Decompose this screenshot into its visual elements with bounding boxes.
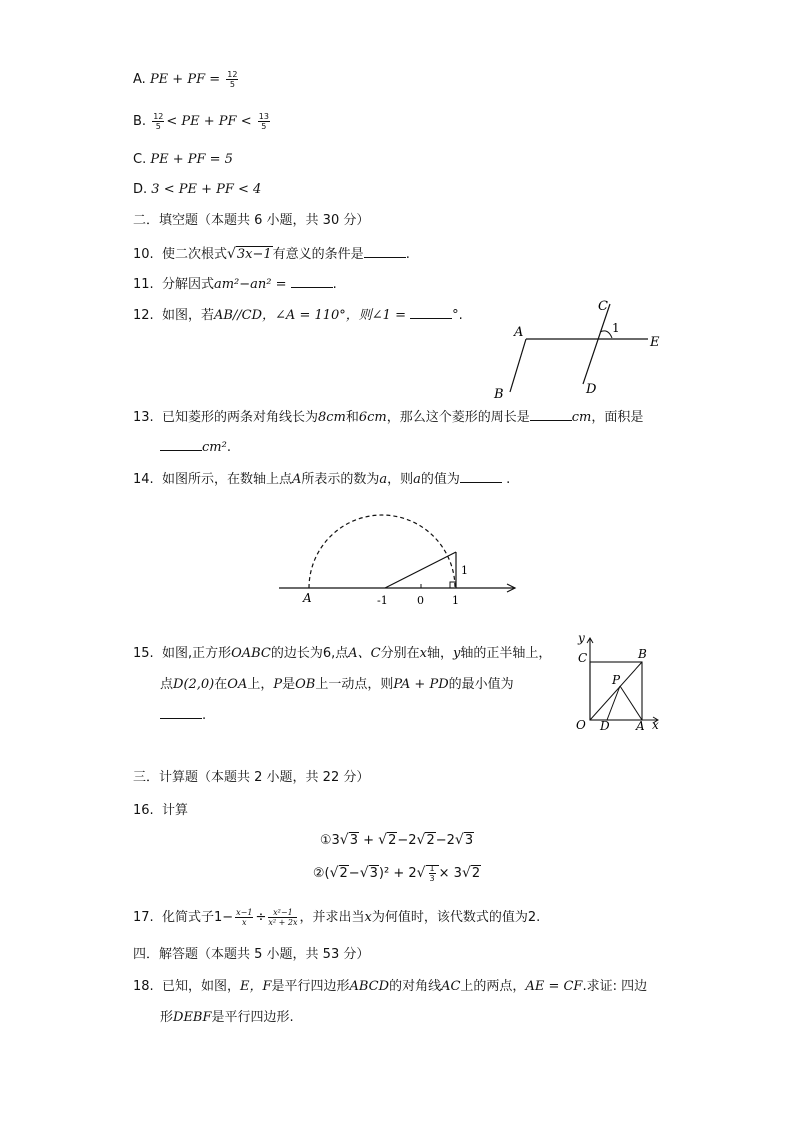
question-16: 16. 计算 bbox=[133, 803, 188, 818]
angle-arc bbox=[600, 331, 612, 338]
label-b: B bbox=[638, 647, 647, 661]
question-18-line-1: 18. 已知，如图，E，F是平行四边形ABCD的对角线AC上的两点，AE = CF.求证: 四边 bbox=[133, 979, 648, 994]
segment-pd bbox=[607, 686, 620, 720]
label-c: C bbox=[578, 651, 588, 665]
question-15-line-3: . bbox=[160, 706, 206, 726]
line-ab bbox=[510, 339, 526, 392]
option-c: C. PE + PF = 5 bbox=[133, 152, 233, 167]
figure-q15-square bbox=[570, 630, 670, 734]
diagonal-ob bbox=[590, 662, 642, 720]
label-1: 1 bbox=[452, 594, 459, 607]
option-b: B. $\frac{12}{5}$ < PE + PF < $\frac{13}{5}$ bbox=[133, 112, 269, 131]
section-heading-fill-in: 二．填空题（本题共 6 小题，共 30 分） bbox=[133, 213, 370, 228]
formula-16-1: ①3√3 + √2−2√2−2√3 bbox=[319, 832, 474, 848]
label-y: y bbox=[578, 631, 585, 645]
fraction: $\frac{\text{x²−1}}{\text{x² + 2x}}$ bbox=[268, 908, 298, 927]
option-d: D. 3 < PE + PF < 4 bbox=[133, 182, 262, 197]
question-17: 17. 化简式子1− $\frac{x-1}{x}$ ÷ $\frac{\text{x²−1}}{\text{x² + 2x}}$ ，并求出当x为何值时，该代数式的值为2. bbox=[133, 908, 541, 927]
label-1: 1 bbox=[612, 321, 620, 335]
figure-q12 bbox=[488, 292, 668, 402]
question-11: 11. 分解因式am²−an² = . bbox=[133, 277, 337, 292]
answer-blank bbox=[410, 306, 452, 319]
answer-blank bbox=[160, 438, 202, 451]
label-minus-1: -1 bbox=[377, 594, 388, 607]
fraction: $\frac{13}{5}$ bbox=[258, 112, 269, 131]
label-e: E bbox=[650, 335, 660, 350]
figure-q14-number-line bbox=[275, 500, 525, 610]
label-x: x bbox=[652, 718, 659, 732]
fraction: $\frac{x-1}{x}$ bbox=[236, 908, 253, 927]
question-12: 12. 如图，若AB//CD，∠A = 110°，则∠1 = °. bbox=[133, 308, 463, 323]
answer-blank bbox=[460, 470, 502, 483]
label-a: A bbox=[636, 719, 645, 733]
section-heading-calculation: 三．计算题（本题共 2 小题，共 22 分） bbox=[133, 770, 370, 785]
label-p: P bbox=[612, 673, 621, 687]
answer-blank bbox=[160, 706, 202, 719]
label-a: A bbox=[514, 325, 524, 340]
fraction: $\frac{12}{5}$ bbox=[227, 70, 238, 89]
question-13-line-1: 13. 已知菱形的两条对角线长为8cm和6cm，那么这个菱形的周长是 cm，面积是 bbox=[133, 410, 644, 425]
fraction: $\frac{1}{3}$ bbox=[429, 864, 435, 883]
label-b: B bbox=[494, 387, 504, 402]
question-14: 14. 如图所示，在数轴上点A所表示的数为a，则a的值为 . bbox=[133, 472, 511, 487]
question-15-line-2: 点D(2,0)在OA上，P是OB上一动点，则PA + PD的最小值为 bbox=[160, 677, 514, 692]
question-18-line-2: 形DEBF是平行四边形. bbox=[160, 1010, 294, 1025]
dashed-arc bbox=[309, 515, 455, 588]
question-10: 10. 使二次根式√3x−1有意义的条件是 . bbox=[133, 246, 410, 262]
question-15-line-1: 15. 如图,正方形OABC的边长为6,点A、C分别在x轴，y轴的正半轴上， bbox=[133, 646, 552, 661]
hypotenuse bbox=[385, 552, 456, 588]
question-13-line-2: cm². bbox=[160, 438, 231, 458]
segment-pa bbox=[620, 686, 642, 720]
label-a: A bbox=[303, 591, 312, 605]
label-c: C bbox=[598, 299, 608, 314]
formula-16-2: ②(√2−√3)² + 2√ $\frac{1}{3}$ × 3√2 bbox=[312, 864, 481, 883]
label-o: O bbox=[576, 718, 586, 732]
answer-blank bbox=[291, 275, 333, 288]
label-d: D bbox=[586, 382, 597, 397]
line-cd bbox=[583, 304, 610, 384]
label-height: 1 bbox=[461, 564, 468, 577]
section-heading-answer: 四．解答题（本题共 5 小题，共 53 分） bbox=[133, 947, 370, 962]
label-0: 0 bbox=[417, 594, 424, 607]
answer-blank bbox=[530, 408, 572, 421]
answer-blank bbox=[364, 245, 406, 258]
label-d: D bbox=[600, 719, 610, 733]
fraction: $\frac{12}{5}$ bbox=[153, 112, 164, 131]
option-a: A. PE + PF = $\frac{12}{5}$ bbox=[133, 70, 238, 89]
